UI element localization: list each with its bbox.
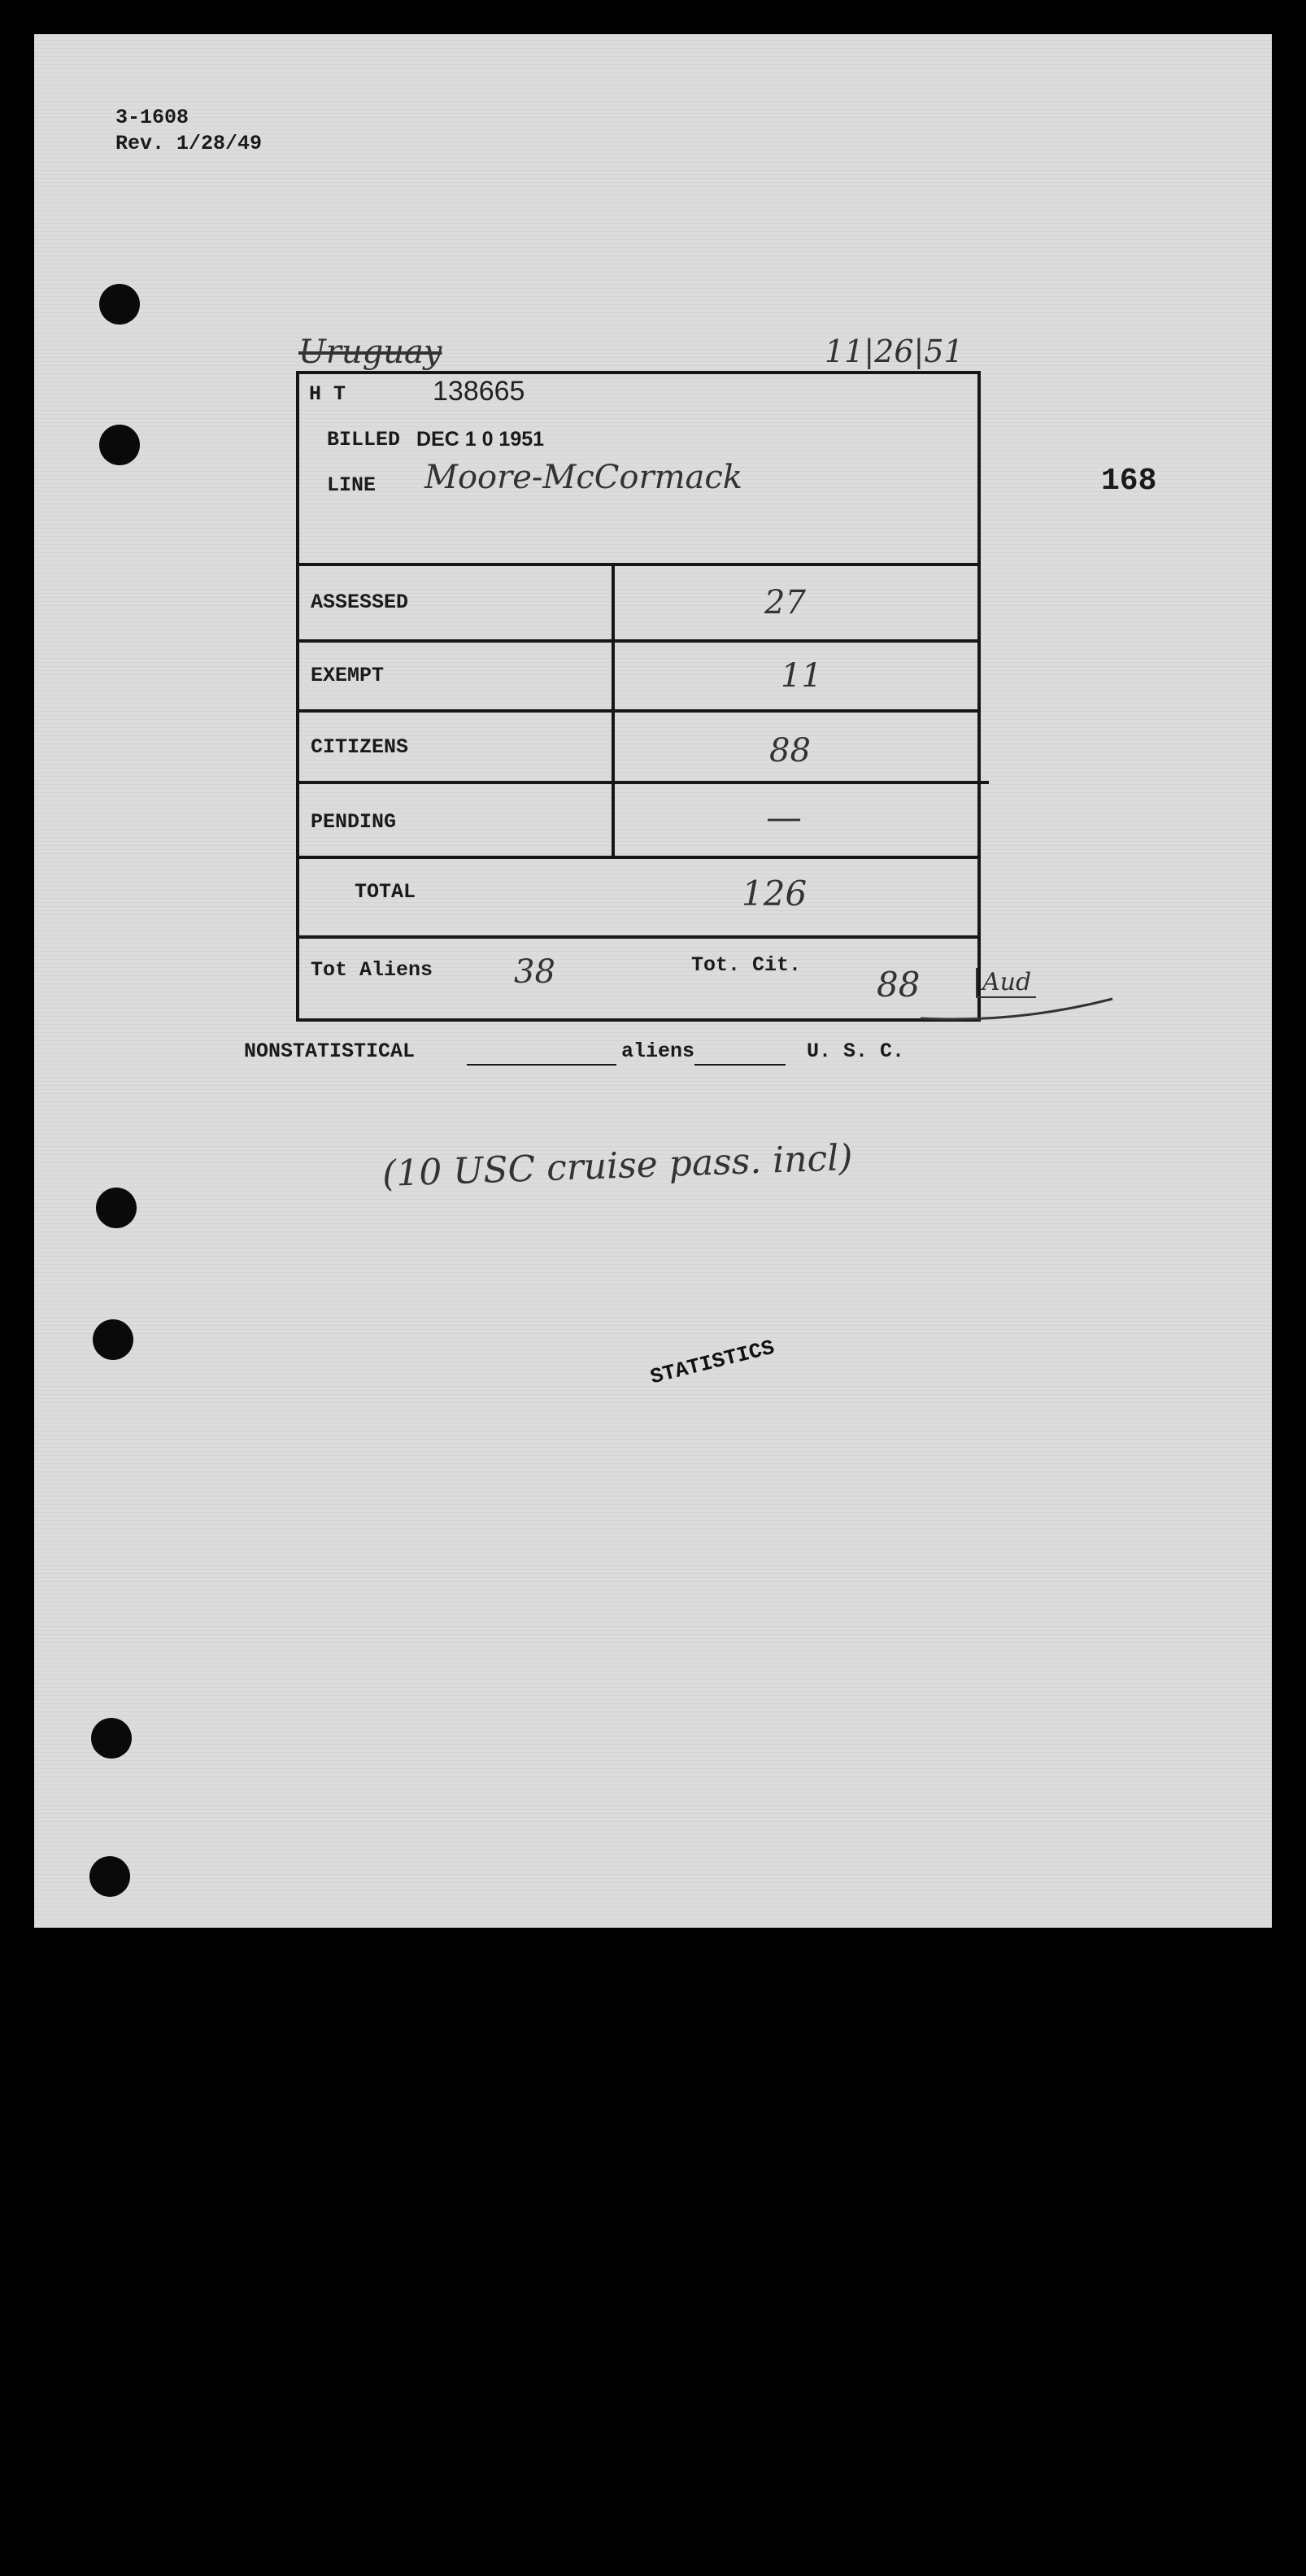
tot-aliens-label: Tot Aliens (311, 958, 433, 982)
table-divider (296, 856, 981, 859)
row-value-pending: — (766, 797, 802, 839)
punch-hole (99, 425, 140, 465)
row-label-exempt: EXEMPT (311, 664, 385, 687)
aliens-blank (694, 1064, 786, 1066)
row-label-assessed: ASSESSED (311, 591, 409, 614)
punch-hole (96, 1188, 137, 1228)
row-value-exempt: 11 (781, 657, 822, 695)
table-top-border (296, 371, 981, 374)
initials-underline (921, 994, 1116, 1026)
initials-handwritten: Aud (976, 968, 1036, 998)
table-left-border (296, 371, 299, 1022)
total-value: 126 (742, 874, 808, 913)
nonstatistical-blank (467, 1064, 616, 1066)
table-column-divider (612, 563, 615, 856)
line-value-handwritten: Moore-McCormack (424, 459, 743, 496)
form-number: 3-1608 (115, 106, 189, 129)
usc-label: U. S. C. (807, 1040, 905, 1063)
total-label: TOTAL (355, 880, 416, 904)
line-label: LINE (327, 473, 377, 497)
row-value-citizens: 88 (769, 732, 811, 769)
scanned-document (34, 34, 1272, 1928)
tot-aliens-value: 38 (514, 953, 555, 991)
date-handwritten: 11|26|51 (825, 333, 964, 369)
aliens-label: aliens (621, 1040, 695, 1063)
row-value-assessed: 27 (764, 584, 806, 621)
cruise-note-handwritten: (10 USC cruise pass. incl) (381, 1136, 854, 1196)
form-revision: Rev. 1/28/49 (115, 132, 263, 155)
billed-date-stamp: DEC 1 0 1951 (416, 428, 545, 451)
tot-cit-value: 88 (877, 965, 921, 1005)
statistics-stamp: STATISTICS (647, 1335, 777, 1390)
row-label-citizens: CITIZENS (311, 735, 409, 759)
table-divider (296, 935, 981, 939)
punch-hole (93, 1319, 133, 1360)
nonstatistical-label: NONSTATISTICAL (244, 1040, 416, 1063)
punch-hole (89, 1856, 130, 1897)
row-label-pending: PENDING (311, 810, 397, 834)
ht-number: 138665 (433, 376, 525, 407)
table-divider (296, 781, 989, 784)
ht-label: H T (309, 382, 346, 406)
table-bottom-border (296, 1018, 981, 1022)
table-right-border (977, 371, 981, 1022)
punch-hole (99, 284, 140, 325)
table-divider (296, 709, 981, 713)
table-divider (296, 563, 981, 566)
punch-hole (91, 1718, 132, 1759)
tot-cit-label: Tot. Cit. (691, 953, 802, 977)
billed-label: BILLED (327, 428, 401, 451)
country-handwritten: Uruguay (298, 333, 442, 371)
page-number: 168 (1101, 464, 1157, 499)
table-divider (296, 639, 981, 643)
